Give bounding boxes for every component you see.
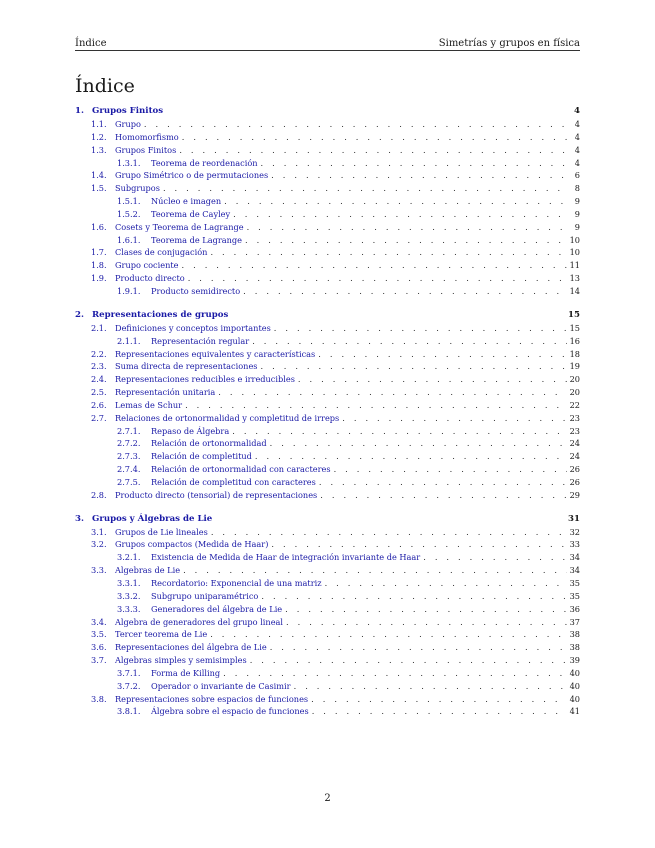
entry-number: 1.5.2. — [117, 208, 141, 219]
dot-leader — [179, 144, 567, 157]
section-page: 15 — [568, 309, 580, 320]
entry-title: Tercer teorema de Lie — [115, 629, 208, 640]
entry-title: Relaciones de ortonormalidad y completitud de irreps — [115, 412, 340, 423]
entry-title: Álgebra sobre el espacio de funciones — [151, 706, 309, 717]
entry-title: Teorema de Lagrange — [151, 234, 243, 245]
toc-subsubsection-link[interactable] — [75, 335, 580, 348]
entry-title: Repaso de Álgebra — [151, 425, 230, 436]
section-title: Representaciones de grupos — [92, 309, 229, 320]
entry-title: Grupo Simétrico o de permutaciones — [115, 170, 269, 181]
toc-subsection-link[interactable] — [75, 693, 580, 706]
entry-page: 20 — [569, 387, 580, 398]
entry-page: 23 — [569, 412, 580, 423]
entry-title: Lemas de Schur — [115, 399, 183, 410]
entry-page: 41 — [569, 706, 580, 717]
entry-title: Representación unitaria — [115, 387, 216, 398]
entry-number: 3.2.1. — [117, 552, 141, 563]
toc-subsection-link[interactable] — [75, 628, 580, 641]
dot-leader — [188, 272, 567, 285]
toc-subsection-link[interactable] — [75, 641, 580, 654]
dot-leader — [182, 131, 567, 144]
header-left: Índice — [75, 38, 107, 49]
entry-number: 2.3. — [91, 361, 107, 372]
entry-number: 3.3. — [91, 565, 107, 576]
dot-leader — [270, 437, 567, 450]
toc-subsubsection-link[interactable] — [75, 208, 580, 221]
dot-leader — [233, 208, 567, 221]
entry-number: 1.5.1. — [117, 196, 141, 207]
toc-subsection-link[interactable] — [75, 131, 580, 144]
entry-page: 24 — [569, 438, 580, 449]
dot-leader — [294, 680, 567, 693]
dot-leader — [218, 386, 566, 399]
toc-subsection-link[interactable] — [75, 538, 580, 551]
entry-title: Subgrupos — [115, 183, 160, 194]
toc-subsubsection-link[interactable] — [75, 234, 580, 247]
entry-title: Cosets y Teorema de Lagrange — [115, 221, 244, 232]
entry-page: 16 — [569, 335, 580, 346]
dot-leader — [334, 463, 567, 476]
entry-number: 3.3.1. — [117, 578, 141, 588]
entry-title: Representaciones equivalentes y características — [115, 348, 316, 359]
dot-leader — [243, 285, 566, 298]
entry-number: 2.7. — [91, 412, 107, 423]
toc-subsection-link[interactable] — [75, 246, 580, 259]
toc-subsection-link[interactable] — [75, 564, 580, 577]
entry-number: 3.8. — [91, 693, 107, 704]
entry-page: 24 — [569, 451, 580, 462]
toc-subsection-link[interactable] — [75, 221, 580, 234]
entry-title: Operador o invariante de Casimir — [151, 680, 291, 691]
entry-page: 35 — [569, 578, 580, 588]
entry-number: 3.5. — [91, 629, 107, 640]
dot-leader — [271, 169, 567, 182]
dot-leader — [270, 641, 567, 654]
entry-number: 2.5. — [91, 387, 107, 398]
entry-title: Grupos Finitos — [115, 144, 177, 155]
entry-number: 1.4. — [91, 170, 107, 181]
dot-leader — [261, 157, 567, 170]
entry-number: 3.7.1. — [117, 667, 141, 678]
entry-title: Representaciones reducibles e irreducibles — [115, 374, 295, 385]
toc-subsection-link[interactable] — [75, 399, 580, 412]
toc-subsubsection-link[interactable] — [75, 476, 580, 489]
entry-page: 23 — [569, 425, 580, 436]
entry-page: 40 — [569, 667, 580, 678]
table-of-contents — [75, 103, 580, 718]
entry-number: 2.2. — [91, 348, 107, 359]
entry-title: Clases de conjugación — [115, 247, 208, 258]
toc-subsubsection-link[interactable] — [75, 577, 580, 590]
section-gap — [75, 502, 580, 511]
entry-page: 38 — [569, 629, 580, 640]
entry-number: 2.7.5. — [117, 476, 141, 487]
entry-page: 4 — [574, 157, 580, 168]
entry-page: 4 — [574, 119, 580, 129]
entry-number: 3.8.1. — [117, 706, 141, 717]
dot-leader — [286, 616, 567, 629]
entry-page: 26 — [569, 464, 580, 475]
dot-leader — [423, 551, 566, 564]
entry-page: 9 — [574, 208, 580, 219]
dot-leader — [210, 246, 566, 259]
dot-leader — [211, 526, 567, 539]
toc-subsubsection-link[interactable] — [75, 590, 580, 603]
entry-title: Producto semidirecto — [151, 285, 241, 296]
dot-leader — [261, 360, 567, 373]
dot-leader — [312, 705, 567, 718]
toc-subsubsection-link[interactable] — [75, 195, 580, 208]
dot-leader — [250, 654, 567, 667]
dot-leader — [223, 667, 566, 680]
entry-number: 1.3.1. — [117, 157, 141, 168]
entry-page: 38 — [569, 642, 580, 653]
toc-subsubsection-link[interactable] — [75, 680, 580, 693]
entry-title: Subgrupo uniparamétrico — [151, 590, 259, 601]
entry-number: 1.1. — [91, 119, 107, 129]
entry-page: 19 — [569, 361, 580, 372]
toc-subsection-link[interactable] — [75, 144, 580, 157]
entry-title: Algebra de generadores del grupo lineal — [115, 616, 284, 627]
dot-leader — [318, 348, 566, 361]
toc-subsubsection-link[interactable] — [75, 450, 580, 463]
toc-subsection-link[interactable] — [75, 182, 580, 195]
toc-subsubsection-link[interactable] — [75, 463, 580, 476]
entry-page: 8 — [574, 183, 580, 194]
entry-title: Homomorfismo — [115, 131, 179, 142]
entry-number: 2.7.4. — [117, 464, 141, 475]
entry-title: Producto directo — [115, 273, 185, 284]
toc-subsection-link[interactable] — [75, 118, 580, 131]
entry-page: 10 — [569, 247, 580, 258]
entry-page: 40 — [569, 693, 580, 704]
entry-title: Núcleo e imagen — [151, 196, 222, 207]
entry-number: 1.8. — [91, 260, 107, 271]
entry-number: 2.1. — [91, 322, 107, 333]
entry-title: Forma de Killing — [151, 667, 221, 678]
dot-leader — [232, 425, 566, 438]
entry-number: 1.3. — [91, 144, 107, 155]
entry-number: 3.7. — [91, 655, 107, 666]
entry-title: Representación regular — [151, 335, 250, 346]
entry-page: 10 — [569, 234, 580, 245]
entry-page: 22 — [569, 399, 580, 410]
dot-leader — [255, 450, 567, 463]
section-number: 2. — [75, 309, 84, 320]
entry-number: 2.7.1. — [117, 425, 141, 436]
dot-leader — [144, 118, 567, 131]
toc-subsection-link[interactable] — [75, 373, 580, 386]
toc-subsection-link[interactable] — [75, 526, 580, 539]
dot-leader — [274, 322, 567, 335]
dot-leader — [325, 577, 567, 590]
section-title: Grupos y Álgebras de Lie — [92, 513, 213, 524]
header-rule — [75, 50, 580, 51]
entry-page: 4 — [574, 144, 580, 155]
entry-page: 39 — [569, 655, 580, 666]
entry-number: 3.2. — [91, 539, 107, 550]
entry-title: Recordatorio: Exponencial de una matriz — [151, 578, 322, 588]
header-right: Simetrías y grupos en física — [438, 38, 580, 49]
entry-page: 9 — [574, 221, 580, 232]
entry-number: 3.3.2. — [117, 590, 141, 601]
entry-title: Relación de ortonormalidad con caracteres — [151, 464, 331, 475]
entry-page: 40 — [569, 680, 580, 691]
entry-page: 4 — [574, 131, 580, 142]
entry-number: 1.5. — [91, 183, 107, 194]
entry-number: 1.6.1. — [117, 234, 141, 245]
entry-title: Suma directa de representaciones — [115, 361, 258, 372]
dot-leader — [210, 628, 566, 641]
entry-page: 35 — [569, 590, 580, 601]
page-header — [75, 33, 580, 49]
dot-leader — [245, 234, 567, 247]
entry-title: Teorema de reordenación — [151, 157, 258, 168]
entry-page: 13 — [569, 273, 580, 284]
entry-number: 2.1.1. — [117, 335, 141, 346]
toc-subsubsection-link[interactable] — [75, 437, 580, 450]
entry-title: Teorema de Cayley — [151, 208, 231, 219]
toc-subsection-link[interactable] — [75, 272, 580, 285]
toc-subsubsection-link[interactable] — [75, 603, 580, 616]
entry-title: Relación de completitud — [151, 451, 252, 462]
section-number: 3. — [75, 513, 84, 524]
dot-leader — [181, 259, 566, 272]
entry-title: Grupo — [115, 119, 141, 129]
dot-leader — [285, 603, 566, 616]
entry-title: Representaciones sobre espacios de funciones — [115, 693, 309, 704]
entry-title: Generadores del álgebra de Lie — [151, 603, 283, 614]
entry-number: 1.9. — [91, 273, 107, 284]
entry-number: 1.6. — [91, 221, 107, 232]
entry-number: 1.9.1. — [117, 285, 141, 296]
toc-section-link[interactable] — [75, 309, 580, 322]
dot-leader — [252, 335, 566, 348]
entry-page: 15 — [569, 322, 580, 333]
entry-number: 2.7.3. — [117, 451, 141, 462]
entry-page: 26 — [569, 476, 580, 487]
entry-title: Grupos de Lie lineales — [115, 526, 208, 537]
section-number: 1. — [75, 106, 84, 116]
entry-page: 36 — [569, 603, 580, 614]
entry-number: 3.1. — [91, 526, 107, 537]
toc-subsection-link[interactable] — [75, 360, 580, 373]
entry-title: Producto directo (tensorial) de representaciones — [115, 489, 318, 500]
dot-leader — [319, 476, 567, 489]
page-number: 2 — [324, 793, 331, 804]
entry-number: 2.8. — [91, 489, 107, 500]
toc-subsection-link[interactable] — [75, 386, 580, 399]
entry-page: 34 — [569, 552, 580, 563]
dot-leader — [261, 590, 566, 603]
toc-subsection-link[interactable] — [75, 412, 580, 425]
entry-title: Relación de ortonormalidad — [151, 438, 267, 449]
section-gap — [75, 298, 580, 307]
section-page: 4 — [574, 106, 580, 116]
dot-leader — [320, 489, 566, 502]
entry-number: 2.6. — [91, 399, 107, 410]
entry-title: Algebras simples y semisimples — [115, 655, 247, 666]
toc-subsection-link[interactable] — [75, 169, 580, 182]
toc-subsubsection-link[interactable] — [75, 157, 580, 170]
entry-number: 3.7.2. — [117, 680, 141, 691]
dot-leader — [185, 399, 567, 412]
entry-page: 32 — [569, 526, 580, 537]
entry-page: 18 — [569, 348, 580, 359]
dot-leader — [224, 195, 567, 208]
section-page: 31 — [568, 513, 580, 524]
entry-page: 6 — [574, 170, 580, 181]
toc-subsection-link[interactable] — [75, 259, 580, 272]
entry-number: 3.4. — [91, 616, 107, 627]
toc-subsubsection-link[interactable] — [75, 551, 580, 564]
dot-leader — [311, 693, 566, 706]
section-title: Grupos Finitos — [92, 106, 164, 116]
toc-title: Índice — [75, 75, 135, 97]
dot-leader — [247, 221, 567, 234]
toc-section-link[interactable] — [75, 513, 580, 526]
entry-number: 3.6. — [91, 642, 107, 653]
entry-page: 37 — [569, 616, 580, 627]
entry-page: 11 — [569, 260, 580, 271]
entry-number: 2.7.2. — [117, 438, 141, 449]
toc-subsection-link[interactable] — [75, 348, 580, 361]
toc-subsubsection-link[interactable] — [75, 285, 580, 298]
toc-subsubsection-link[interactable] — [75, 667, 580, 680]
entry-number: 1.2. — [91, 131, 107, 142]
entry-page: 33 — [569, 539, 580, 550]
dot-leader — [183, 564, 567, 577]
entry-title: Existencia de Medida de Haar de integración invariante de Haar — [151, 552, 421, 563]
entry-title: Relación de completitud con caracteres — [151, 476, 316, 487]
entry-title: Algebras de Lie — [115, 565, 181, 576]
entry-page: 34 — [569, 565, 580, 576]
toc-subsection-link[interactable] — [75, 654, 580, 667]
dot-leader — [163, 182, 567, 195]
entry-number: 1.7. — [91, 247, 107, 258]
entry-title: Representaciones del álgebra de Lie — [115, 642, 267, 653]
entry-title: Grupo cociente — [115, 260, 179, 271]
toc-subsection-link[interactable] — [75, 322, 580, 335]
entry-page: 20 — [569, 374, 580, 385]
dot-leader — [298, 373, 567, 386]
entry-page: 9 — [574, 196, 580, 207]
toc-subsection-link[interactable] — [75, 489, 580, 502]
dot-leader — [342, 412, 566, 425]
entry-page: 29 — [569, 489, 580, 500]
dot-leader — [271, 538, 566, 551]
toc-subsection-link[interactable] — [75, 616, 580, 629]
entry-number: 3.3.3. — [117, 603, 141, 614]
entry-page: 14 — [569, 285, 580, 296]
entry-number: 2.4. — [91, 374, 107, 385]
toc-section-link[interactable] — [75, 105, 580, 118]
toc-subsubsection-link[interactable] — [75, 705, 580, 718]
entry-title: Grupos compactos (Medida de Haar) — [115, 539, 269, 550]
toc-subsubsection-link[interactable] — [75, 425, 580, 438]
entry-title: Definiciones y conceptos importantes — [115, 322, 271, 333]
